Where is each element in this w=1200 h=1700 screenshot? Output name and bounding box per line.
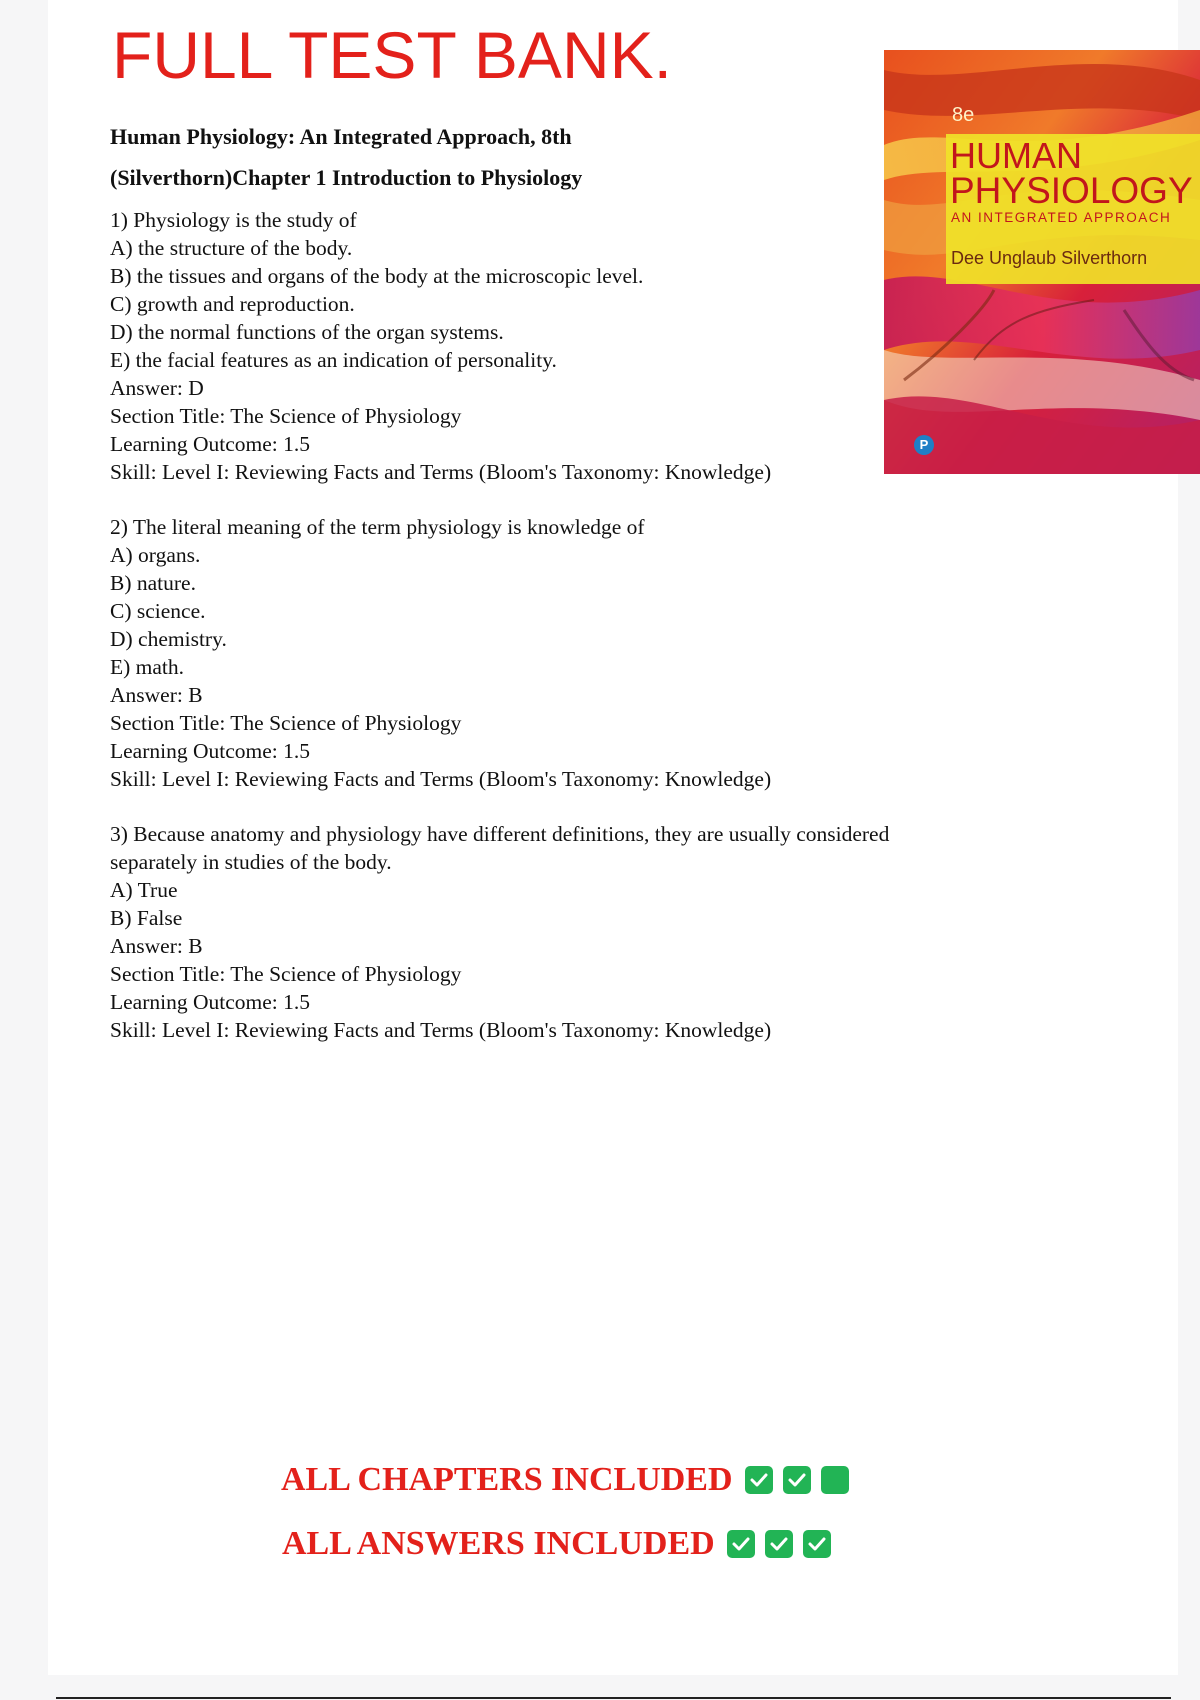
checkmark-icon	[745, 1466, 773, 1494]
option-b: B) the tissues and organs of the body at the microscopic level.	[110, 264, 644, 288]
all-answers-included	[282, 1527, 831, 1561]
checkmark-icon	[727, 1530, 755, 1558]
section-title: Section Title: The Science of Physiology	[110, 404, 462, 428]
full-test-bank-banner: FULL TEST BANK.	[112, 18, 672, 92]
checkmark-group	[727, 1530, 831, 1558]
all-answers-text: ALL ANSWERS INCLUDED	[282, 1525, 715, 1562]
cover-title-human: HUMAN	[950, 135, 1082, 176]
option-c: C) growth and reproduction.	[110, 292, 355, 316]
cover-edition: 8e	[952, 104, 975, 126]
question-stem: 1) Physiology is the study of	[110, 208, 357, 232]
book-cover-image	[884, 50, 1200, 474]
all-chapters-text: ALL CHAPTERS INCLUDED	[281, 1461, 733, 1498]
cover-subtitle: AN INTEGRATED APPROACH	[951, 210, 1172, 225]
option-d: D) the normal functions of the organ systems.	[110, 320, 504, 344]
question-2	[110, 513, 1010, 793]
document-title: Human Physiology: An Integrated Approach, 8th	[110, 124, 572, 149]
learning-outcome: Learning Outcome: 1.5	[110, 739, 311, 763]
all-chapters-included	[281, 1463, 849, 1497]
answer: Answer: B	[110, 683, 203, 707]
question-3	[110, 820, 1010, 1044]
section-title: Section Title: The Science of Physiology	[110, 962, 462, 986]
chapter-title: (Silverthorn)Chapter 1 Introduction to Physiology	[110, 165, 583, 190]
option-a: A) True	[110, 878, 178, 902]
question-stem: 3) Because anatomy and physiology have different definitions, they are usually considered	[110, 822, 890, 846]
option-a: A) organs.	[110, 543, 201, 567]
skill: Skill: Level I: Reviewing Facts and Terms (Bloom's Taxonomy: Knowledge)	[110, 460, 772, 484]
option-e: E) the facial features as an indication of personality.	[110, 348, 557, 372]
answer: Answer: B	[110, 934, 203, 958]
option-e: E) math.	[110, 655, 185, 679]
green-square-icon	[821, 1466, 849, 1494]
question-stem-continued: separately in studies of the body.	[110, 850, 392, 874]
pearson-logo-icon: P	[914, 435, 934, 455]
option-c: C) science.	[110, 599, 206, 623]
bottom-rule	[56, 1697, 1171, 1699]
checkmark-icon	[765, 1530, 793, 1558]
cover-author: Dee Unglaub Silverthorn	[951, 248, 1148, 268]
skill: Skill: Level I: Reviewing Facts and Terms (Bloom's Taxonomy: Knowledge)	[110, 1018, 772, 1042]
learning-outcome: Learning Outcome: 1.5	[110, 990, 311, 1014]
section-title: Section Title: The Science of Physiology	[110, 711, 462, 735]
option-a: A) the structure of the body.	[110, 236, 353, 260]
option-b: B) False	[110, 906, 183, 930]
cover-title-physiology: PHYSIOLOGY	[950, 170, 1193, 211]
option-d: D) chemistry.	[110, 627, 227, 651]
checkmark-icon	[783, 1466, 811, 1494]
checkmark-icon	[803, 1530, 831, 1558]
answer: Answer: D	[110, 376, 204, 400]
checkmark-group	[745, 1466, 849, 1494]
skill: Skill: Level I: Reviewing Facts and Terms (Bloom's Taxonomy: Knowledge)	[110, 767, 772, 791]
question-1	[110, 206, 1010, 486]
question-stem: 2) The literal meaning of the term physiology is knowledge of	[110, 515, 645, 539]
learning-outcome: Learning Outcome: 1.5	[110, 432, 311, 456]
option-b: B) nature.	[110, 571, 196, 595]
